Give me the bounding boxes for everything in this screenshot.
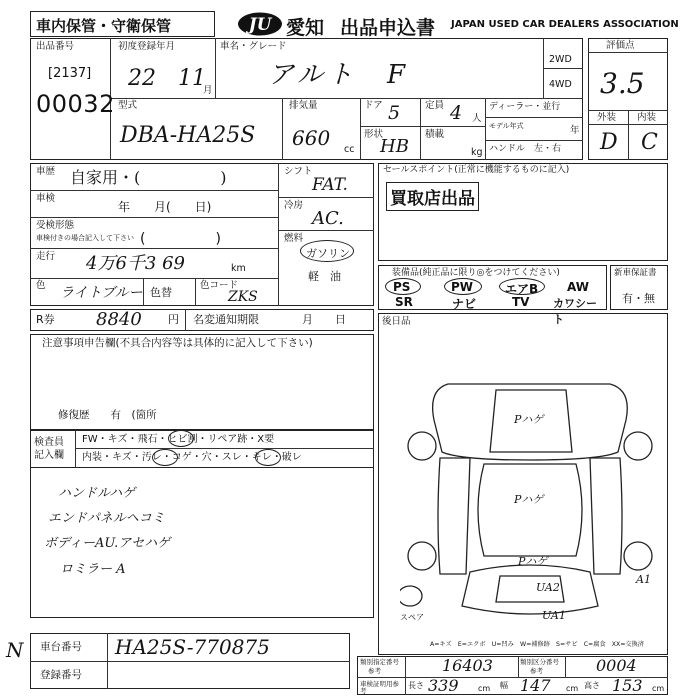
class-code-label: 類別指定番号 (360, 658, 399, 666)
inspector-row-2: 内装・キズ・汚レ・コゲ・穴・スレ・キレ・破レ (82, 452, 302, 463)
receive-value: ( ) (140, 231, 221, 247)
warranty-value: 有・無 (622, 292, 655, 305)
load-label: 積載 (425, 129, 445, 140)
displacement-label: 排気量 (289, 100, 318, 111)
color-value: ライトブルー (60, 285, 143, 301)
receive-label: 受検形態 (36, 220, 75, 231)
equip-airbag-circle (499, 278, 545, 295)
ju-logo (237, 11, 283, 37)
mileage-unit: km (231, 263, 246, 274)
recycle-unit: 円 (168, 313, 179, 326)
mark-hood: Pハゲ (514, 413, 544, 426)
mark-rear-right: A1 (636, 573, 651, 586)
inspection-label: 車検 (36, 193, 56, 204)
reg-month: 11 (178, 66, 206, 91)
type-code-value: 0004 (596, 656, 637, 675)
rear-items-label: 後日品 (382, 316, 411, 327)
stone-chip-circle (168, 430, 194, 447)
expire-value: 月 日 (302, 313, 346, 326)
model-year-label: モデル年式 (489, 122, 524, 130)
car-name-label: 車名・グレード (220, 41, 287, 52)
history-value: 自家用・( ) (70, 168, 227, 187)
scuff-circle (255, 449, 281, 466)
doc-title: 出品申込書 (340, 17, 436, 39)
storage-label: 車内保管・守衛保管 (36, 17, 172, 35)
fuel-label: 燃料 (284, 233, 304, 244)
reg-no-label: 登録番号 (40, 669, 82, 681)
ac-value: AC. (312, 208, 344, 229)
equip-pw-circle (444, 278, 482, 295)
color-code-value: ZKS (228, 289, 258, 305)
warranty-label: 新車保証書 (614, 268, 657, 278)
height-label: 高さ (584, 681, 600, 690)
expire-label: 名変通知期限 (193, 313, 259, 326)
inspector-label: 検査員記入欄 (34, 437, 64, 461)
dealer-label: ディーラー・並行 (489, 102, 561, 112)
mark-rear: UA2 (536, 581, 560, 594)
interior-value: C (641, 130, 658, 155)
association-name: JAPAN USED CAR DEALERS ASSOCIATION (451, 19, 679, 30)
capacity-value: 4 (450, 102, 463, 124)
reg-date-label: 初度登録年月 (118, 41, 176, 52)
equip-leather-seat: カワシート (553, 297, 597, 326)
recycle-value: 8840 (96, 309, 142, 330)
equip-airbag: エアB (505, 282, 539, 296)
sales-point-box (378, 163, 668, 261)
note-line-4: ロミラー A (60, 562, 126, 577)
reg-month-unit: 月 (203, 85, 213, 96)
grade-label: 評価点 (606, 40, 635, 51)
shape-value: HB (380, 136, 409, 157)
notes-label: 注意事項申告欄(不具合内容等は具体的に記入して下さい) (42, 337, 313, 349)
class-code-value: 16403 (442, 656, 493, 675)
fuel-diesel: 軽 油 (308, 270, 341, 283)
mark-roof: Pハゲ (514, 493, 544, 506)
ac-label: 冷房 (284, 200, 304, 211)
equip-navi: ナビ (452, 297, 477, 311)
exterior-label: 外装 (597, 112, 617, 123)
length-value: 339 (428, 676, 459, 695)
shift-label: シフト (284, 166, 313, 177)
damage-legend: A=キズ E=エクボ U=凹み W=補修跡 S=サビ C=腐食 XX=交換済 (430, 641, 644, 648)
note-line-3: ボディーAU.アセハゲ (44, 536, 171, 551)
door-value: 5 (388, 102, 401, 124)
note-line-1: ハンドルハゲ (58, 486, 136, 501)
mileage-label: 走行 (36, 251, 56, 262)
shape-label: 形状 (364, 129, 384, 140)
exterior-value: D (600, 130, 618, 155)
length-label: 長さ (408, 681, 424, 690)
equipment-label: 装備品(純正品に限り◎をつけてください) (392, 268, 560, 278)
length-unit: cm (478, 684, 491, 693)
note-line-2: エンドパネルヘコミ (48, 511, 165, 526)
width-unit: cm (566, 684, 579, 693)
door-label: ドア (364, 100, 383, 111)
sales-point-label: セールスポイント(正常に機能するものに記入) (383, 165, 570, 175)
model-value: DBA-HA25S (120, 123, 256, 148)
handle-label: ハンドル 左・右 (489, 144, 562, 154)
margin-mark: N (6, 638, 24, 662)
recycle-label: R券 (36, 313, 55, 326)
history-label: 車歴 (36, 166, 56, 177)
dirt-circle (152, 449, 178, 466)
color-code-label: 色コード (200, 280, 239, 291)
capacity-unit: 人 (472, 113, 482, 124)
listing-number-value: 00032 (36, 90, 115, 118)
chassis-value: HA25S-770875 (115, 635, 270, 659)
height-unit: cm (652, 684, 665, 693)
type-code-label: 類別区分番号 (520, 658, 559, 666)
displacement-value: 660 (292, 126, 331, 150)
logo-text: JU (248, 15, 272, 35)
height-value: 153 (612, 676, 643, 695)
listing-number-label: 出品番号 (36, 41, 75, 52)
load-unit: kg (471, 147, 483, 158)
type-ref-label: 参考 (530, 667, 543, 675)
color-label: 色 (36, 280, 46, 291)
sales-point-value: 買取店出品 (386, 182, 479, 211)
mark-bumper: UA1 (542, 609, 566, 622)
inspector-row-1: FW・キズ・飛石・ヒビ割・リペア跡・X要 (82, 434, 275, 445)
inspection-value: 年 月( 日) (118, 200, 212, 214)
cert-label: 車検証明用参考 (360, 680, 399, 695)
fuel-gas: ガソリン (306, 247, 350, 260)
reg-year: 22 (128, 66, 156, 91)
shift-value: FAT. (312, 175, 348, 195)
ref-code: [2137] (48, 66, 92, 81)
mileage-value: 4万6千3 69 (86, 253, 185, 274)
spare-label: スペア (400, 613, 424, 622)
equip-ps-circle (385, 278, 421, 295)
equip-pw: PW (451, 280, 474, 294)
repair-history-label: 修復歴 有 (箇所 (58, 409, 157, 421)
mark-trunk: Pハゲ (518, 555, 548, 568)
class-ref-label: 参考 (368, 667, 381, 675)
interior-label: 内装 (637, 112, 657, 123)
car-diagram (400, 360, 660, 622)
capacity-label: 定員 (425, 100, 445, 111)
org-name: 愛知 (286, 17, 325, 39)
drive-2wd: 2WD (549, 54, 572, 65)
chassis-label: 車台番号 (40, 641, 82, 653)
color-change-label: 色替 (150, 286, 172, 299)
car-name-value: アルト F (268, 60, 410, 90)
equip-aw: AW (567, 280, 589, 294)
rear-items-box (378, 313, 668, 335)
equip-tv: TV (512, 295, 530, 309)
equip-sr: SR (395, 295, 413, 309)
year-unit: 年 (570, 125, 580, 136)
displacement-unit: cc (344, 144, 355, 155)
width-label: 幅 (500, 681, 508, 690)
width-value: 147 (520, 676, 551, 695)
receive-note: 車検付きの場合記入して下さい (36, 234, 134, 242)
model-label: 型式 (118, 100, 138, 111)
grade-value: 3.5 (600, 67, 645, 100)
drive-4wd: 4WD (549, 79, 572, 90)
equip-ps: PS (393, 280, 411, 294)
